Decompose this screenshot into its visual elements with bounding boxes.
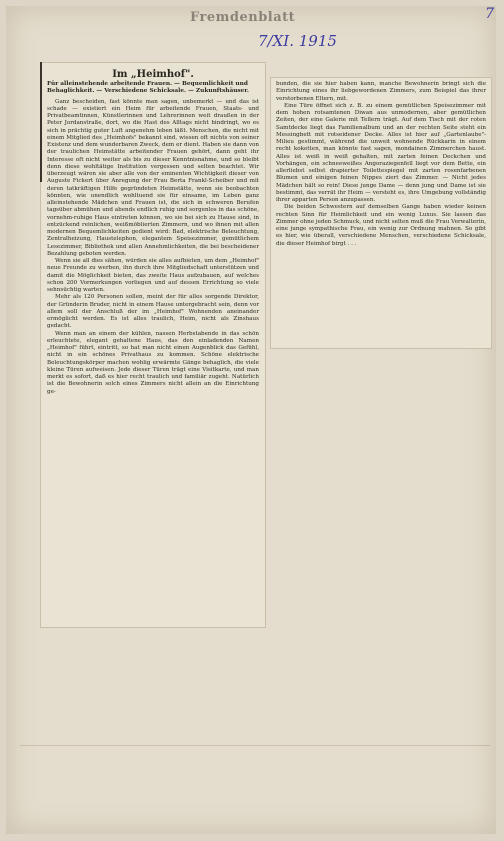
paragraph: Ganz bescheiden, fast könnte man sagen, unbemerkt — und das ist schade — existiert ein Heim für arbeitende Frauen, Staats- und Privatbeamtinnen, Künstlerinnen und Lehrerinnen weit draußen in der Peter Jordanstraße, dort, wo die Hast des Alltags nicht hindringt, wo es sich in prächtig guter Luft angenehm leben läßt. Menschen, die nicht mit einem Mitglied des „Heimhofs" bekannt sind, wissen oft nichts von seiner Existenz und dem wunderbaren Zweck, dem er dient. Haben sie dann von der traulichen Heimstätte arbeitender Frauen gehört, dann geht ihr Interesse oft nicht weiter als bis zu dieser Kenntnisnahme, und so bleibt denn diese wohltätige Institution vergessen und selten beachtet. Wir überzeugt wären sie aber alle von der eminenten Wichtigkeit dieser von Auguste Fickert über Anregung der Frau Berta Frankl-Scheiber und mit deren tatkräftigen Hilfe gegründeten Heimstätte, wenn sie beobachten könnten, wie unendlich wohltuend sie für einsame, im Leben ganz alleinstehende Mädchen und Frauen ist, die sich in schweren Berufen tagsüber abmühen und abends endlich ruhig und sorgenlos in das schöne, vornehm-ruhige Haus eintreten können, wo sie bei sich zu Hause sind, in entzückend reinlichen, weißmöblierten Zimmern, und wo ihnen mit allen modernen Bequemlichkeiten gedient wird: Bad, elektrische Beleuchtung, Zentralheizung, Haustelephon, elegantem Speisezimmer, gemütlichem Lesezimmer, Bibliothek und allen Annehmlichkeiten, die bei bescheidener Bezahlung geboten werden. (47, 98, 259, 257)
paragraph: Wenn sie all dies sähen, würden sie alles aufbieten, um dem „Heimhof" neue Freunde zu werben, ihn durch ihre Mitgliedschaft unterstützen und damit die Möglichkeit bieten, das zweite Haus aufzubauen, auf welches schon 200 Vormerkungen vorliegen und auf dessen Errichtung so viele sehnsüchtig warten. (47, 258, 259, 294)
page-number: 7 (485, 6, 494, 22)
article-title: Im „Heimhof". (112, 69, 194, 80)
article-clipping-left (40, 62, 266, 628)
article-column-left (47, 69, 259, 396)
newspaper-name: Fremdenblatt (190, 10, 296, 25)
handwritten-date: 7/XI. 1915 (258, 32, 337, 50)
paragraph: Wenn man an einem der kühlen, nassen Herbstabende in das schön erleuchtete, elegant gehaltene Haus, das den einladenden Namen „Heimhof" führt, eintritt, so hat man nicht einen Augenblick das Gefühl, nicht in ein schönes Privathaus zu kommen. Schöne elektrische Beleuchtungskörper machen wohlig erwärmte Gänge behaglich, die viele kleine Türen aufweisen. Jede dieser Türen trägt eine Visitkarte, und man merkt es sofort, daß es hier recht traulich und familiär zugeht. Natürlich ist die Bewohnerin solch eines Zimmers nicht allein an die Einrichtung ge- (47, 330, 259, 395)
paragraph: Die beiden Schwestern auf demselben Gange haben wieder keinen rechten Sinn für Heimlichkeit und ein wenig Luxus. Sie lassen das Zimmer ohne jeden Schmuck, und nicht selten muß die Frau Verwalterin, eine junge sympathische Frau, ein wenig zur Ordnung mahnen. So gibt es hier, wie überall, verschiedene Menschen, verschiedene Schicksale, die dieser Heimhof birgt . . . (276, 204, 486, 247)
article-subtitle: Für alleinstehende arbeitende Frauen. — Bequemlichkeit und Behaglichkeit. — Verschiedene Schicksale. — Zukunftshäuser. (47, 81, 249, 95)
article-clipping-right (270, 77, 492, 349)
article-column-right (276, 81, 486, 248)
paper-crease (20, 745, 490, 746)
column-rule (40, 62, 42, 182)
paragraph: bunden, die sie hier haben kann, manche Bewohnerin bringt sich die Einrichtung eines ihr liebgewordenen Zimmers, zum Beispiel das ihrer verstorbenen Eltern, mit. (276, 81, 486, 102)
paragraph: Mehr als 120 Personen sollen, meint der für alles sorgende Direktor, der Gründerin Bruder, nicht in einem Hause untergebracht sein, denn vor allem soll der Anschluß der im „Heimhof" Wohnenden aneinander ermöglicht werden. Es ist alles traulich, Heim, nicht als Zinshaus gedacht. (47, 294, 259, 330)
paragraph: Eine Türe öffnet sich z. B. zu einem gemütlichen Speisezimmer mit dem hohen rotsamtenen Diwan aus unmodernen, aber gemütlichen Zeiten, der eine Galerie mit Tellern trägt. Auf dem Tisch mit der roten Samtdecke liegt das Familienalbum und an der rechten Seite steht ein Messingbett mit rotseidener Decke. Alles ist hier auf „Gartenlaube"-Milieu gestimmt, während die unweit wohnende Rückkarin in einem recht koketten, man könnte fast sagen, mondainen Zimmerchen haust. Alles ist weiß in weiß gehalten, mit zarten feinen Deckchen und Vorhängen, ein schneeweißes Angoraziegenfell liegt vor dem Bette, ein allerliebst selbst drapierter Toilettespiegel mit zarten rosenfarbenen Blumen und einigen feinen Nippes ziert das Zimmer. — Nicht jedes Mädchen hält so rein! Diese junge Dame — denn jung und Dame ist sie bestimmt, das verrät ihr Heim — versteht es, ihre Umgebung vollständig ihrer apparten Person anzupassen. (276, 102, 486, 203)
